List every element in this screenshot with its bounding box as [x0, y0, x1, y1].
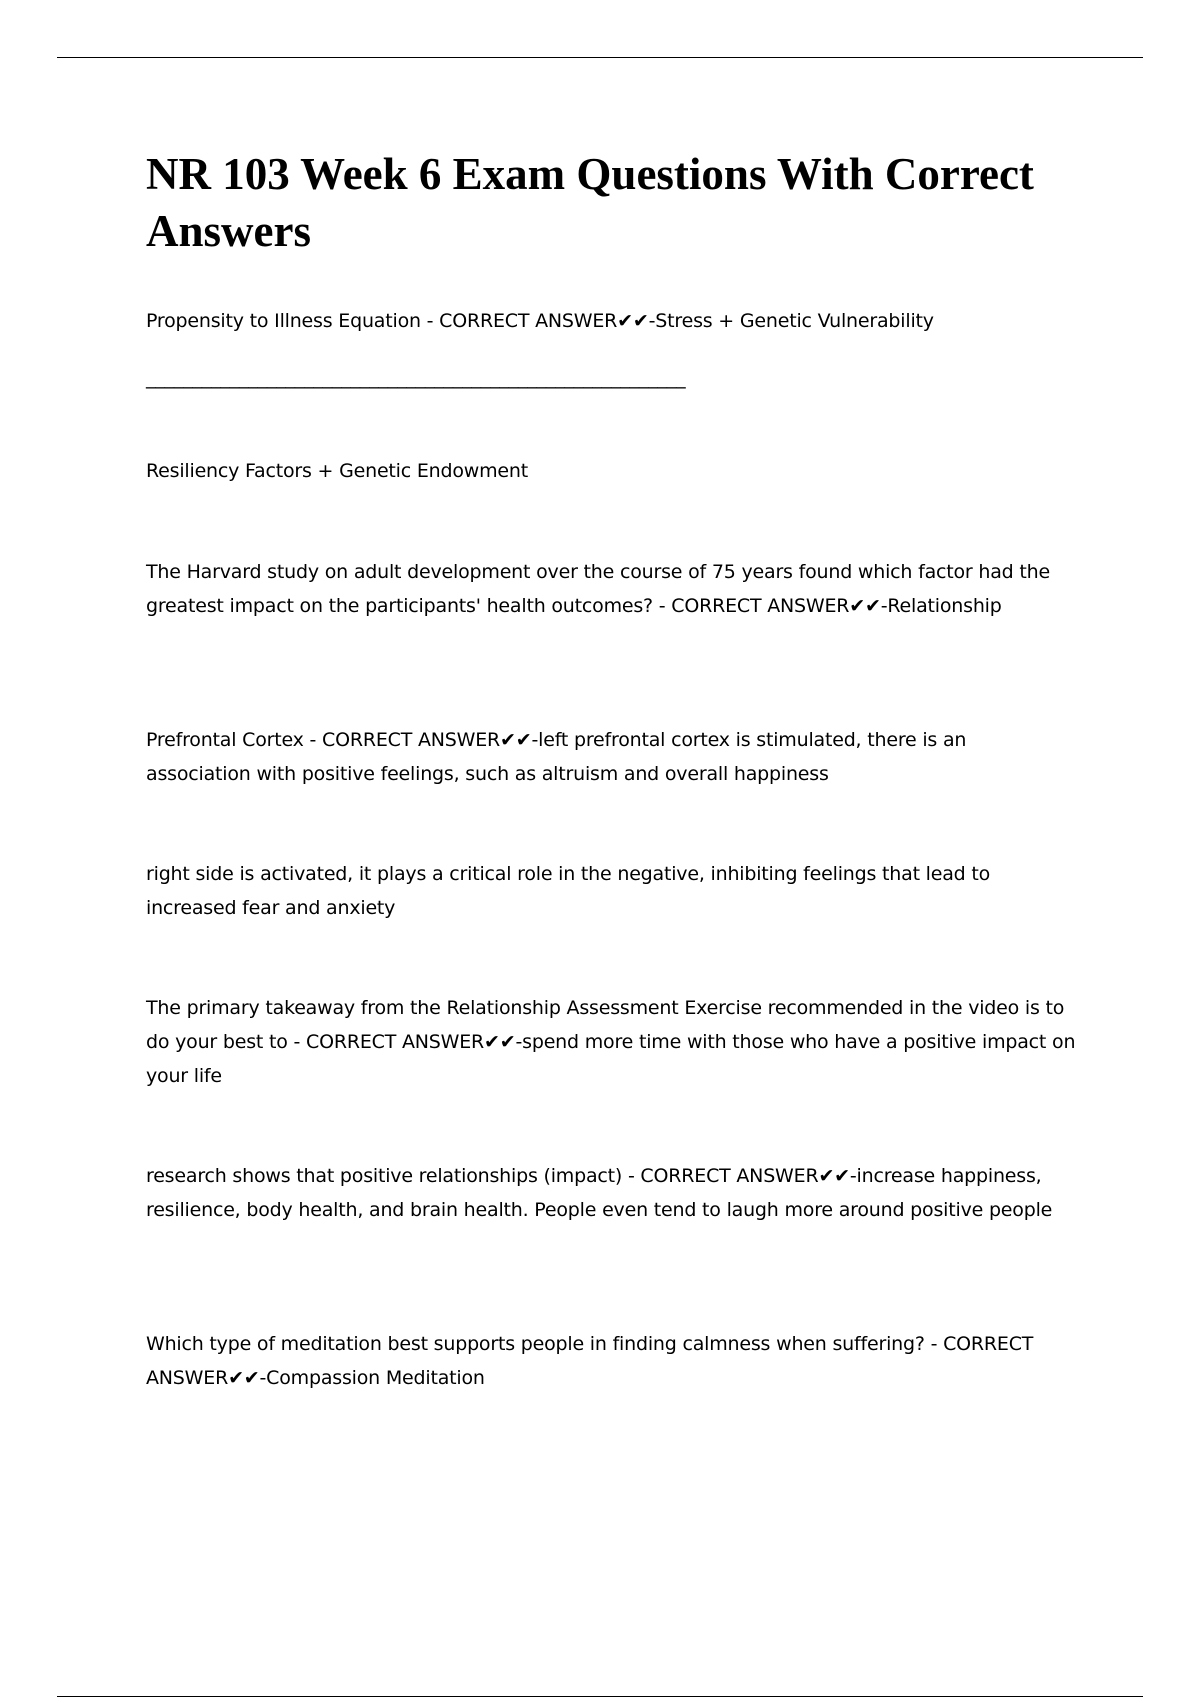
document-title: NR 103 Week 6 Exam Questions With Correct Answers [146, 149, 1034, 256]
qa-positive-relationships: research shows that positive relationships (impact) - CORRECT ANSWER✔✔-increase happiness, resilience, body health, and brain health. People even tend to laugh more around positive people [146, 1165, 1053, 1221]
bottom-rule [57, 1696, 1143, 1697]
qa-propensity-to-illness: Propensity to Illness Equation - CORRECT ANSWER✔✔-Stress + Genetic Vulnerability [146, 310, 934, 332]
qa-prefrontal-cortex: Prefrontal Cortex - CORRECT ANSWER✔✔-left prefrontal cortex is stimulated, there is an association with positive feelings, such as altruism and overall happiness [146, 729, 967, 785]
qa-relationship-assessment: The primary takeaway from the Relationship Assessment Exercise recommended in the video is to do your best to - CORRECT ANSWER✔✔-spend more time with those who have a positive impact on your life [146, 997, 1076, 1087]
underscore-divider: __________________________________________________________ [146, 367, 686, 389]
top-rule [57, 57, 1143, 58]
qa-harvard-study: The Harvard study on adult development over the course of 75 years found which factor had the greatest impact on the participants' health outcomes? - CORRECT ANSWER✔✔-Relationship [146, 561, 1050, 617]
document-body [146, 146, 1076, 1389]
qa-meditation-type: Which type of meditation best supports people in finding calmness when suffering? - CORRECT ANSWER✔✔-Compassion Meditation [146, 1333, 1034, 1389]
qa-right-side-activated: right side is activated, it plays a critical role in the negative, inhibiting feelings that lead to increased fear and anxiety [146, 863, 991, 919]
qa-resiliency-factors: Resiliency Factors + Genetic Endowment [146, 460, 529, 482]
